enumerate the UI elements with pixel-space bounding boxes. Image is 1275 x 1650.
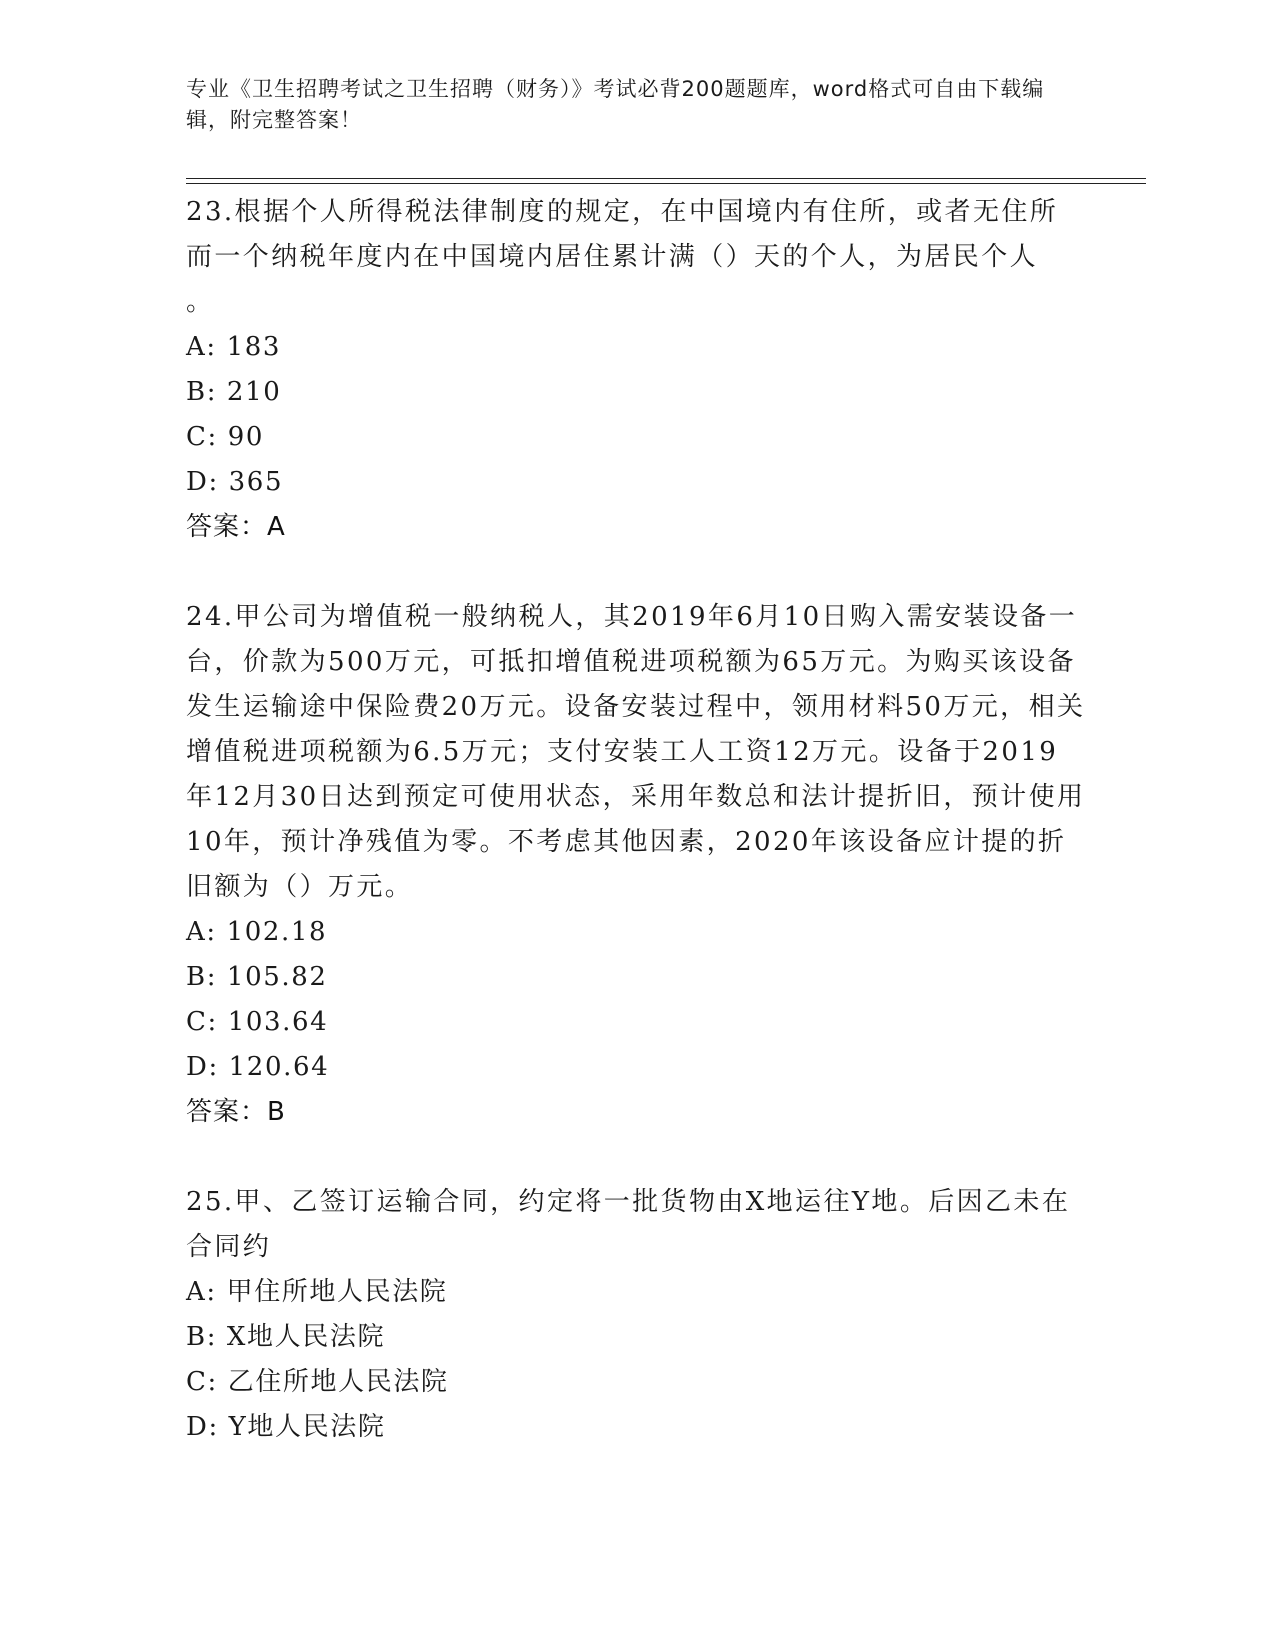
- option-b: B: X地人民法院: [186, 1322, 386, 1352]
- header-divider-bottom: [186, 183, 1146, 184]
- question-list: [186, 190, 1086, 1450]
- option-d: D: 120.64: [186, 1052, 330, 1082]
- question-stem: 24.甲公司为增值税一般纳税人，其2019年6月10日购入需安装设备一台，价款为500万元，可抵扣增值税进项税额为65万元。为购买该设备发生运输途中保险费20万元。设备安装过程中，领用材料50万元，相关增值税进项税额为6.5万元；支付安装工人工资12万元。设备于2019年12月30日达到预定可使用状态，采用年数总和法计提折旧，预计使用10年，预计净残值为零。不考虑其他因素，2020年该设备应计提的折旧额为（）万元。: [186, 602, 1086, 902]
- option-c: C: 乙住所地人民法院: [186, 1367, 449, 1397]
- option-list: [186, 325, 1086, 505]
- option-c: C: 103.64: [186, 1007, 329, 1037]
- answer-label: 答案：B: [186, 1097, 286, 1127]
- option-d: D: 365: [186, 467, 284, 497]
- option-b: B: 210: [186, 377, 282, 407]
- question-23: [186, 190, 1086, 550]
- spacer: [186, 550, 1086, 595]
- option-b: B: 105.82: [186, 962, 328, 992]
- option-c: C: 90: [186, 422, 265, 452]
- page-header: 专业《卫生招聘考试之卫生招聘（财务）》考试必背200题题库，word格式可自由下载编辑，附完整答案！: [186, 77, 1045, 132]
- option-a: A: 102.18: [186, 917, 328, 947]
- spacer: [186, 1135, 1086, 1180]
- header-divider-top: [186, 178, 1146, 179]
- option-list: [186, 1270, 1086, 1450]
- question-stem: 23.根据个人所得税法律制度的规定，在中国境内有住所，或者无住所而一个纳税年度内在中国境内居住累计满（）天的个人，为居民个人 。: [186, 197, 1059, 317]
- option-a: A: 甲住所地人民法院: [186, 1277, 448, 1307]
- option-list: [186, 910, 1086, 1090]
- option-d: D: Y地人民法院: [186, 1412, 386, 1442]
- question-24: [186, 595, 1086, 1135]
- question-25: [186, 1180, 1086, 1450]
- answer-label: 答案：A: [186, 512, 286, 542]
- option-a: A: 183: [186, 332, 282, 362]
- question-stem: 25.甲、乙签订运输合同，约定将一批货物由X地运往Y地。后因乙未在合同约: [186, 1187, 1071, 1262]
